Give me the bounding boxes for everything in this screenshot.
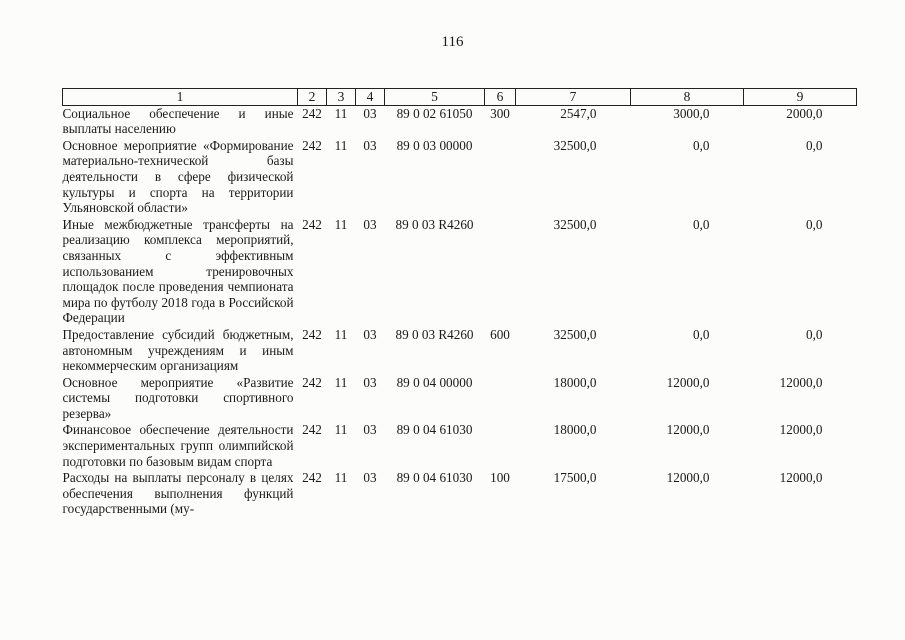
cell-col-7: 17500,0 bbox=[553, 470, 597, 486]
cell-col-4: 03 bbox=[363, 326, 377, 342]
cell-col-6: 100 bbox=[490, 470, 510, 486]
cell-col-9: 12000,0 bbox=[779, 470, 823, 486]
cell-col-7: 2547,0 bbox=[560, 105, 597, 121]
cell-col-8: 12000,0 bbox=[666, 470, 710, 486]
cell-col-7: 32500,0 bbox=[553, 216, 597, 232]
cell-col-3: 11 bbox=[334, 470, 348, 486]
header-col-5: 5 bbox=[385, 89, 485, 106]
header-col-1: 1 bbox=[63, 89, 298, 106]
table-row bbox=[63, 138, 857, 217]
budget-table bbox=[62, 88, 857, 518]
cell-col-6: 600 bbox=[490, 326, 510, 342]
cell-col-2: 242 bbox=[302, 137, 322, 153]
cell-col-2: 242 bbox=[302, 105, 322, 121]
header-col-4: 4 bbox=[356, 89, 385, 106]
cell-col-8: 12000,0 bbox=[666, 422, 710, 438]
table-row bbox=[63, 105, 857, 138]
cell-col-3: 11 bbox=[334, 326, 348, 342]
cell-col-7: 18000,0 bbox=[553, 422, 597, 438]
cell-col-6: 300 bbox=[490, 105, 510, 121]
row-name: Социальное обеспечение и иные выплаты населению bbox=[62, 105, 294, 137]
cell-col-7: 18000,0 bbox=[553, 374, 597, 390]
header-col-8: 8 bbox=[631, 89, 744, 106]
cell-col-5: 89 0 04 61030 bbox=[396, 470, 473, 486]
cell-col-2: 242 bbox=[302, 326, 322, 342]
header-col-3: 3 bbox=[327, 89, 356, 106]
cell-col-4: 03 bbox=[363, 374, 377, 390]
cell-col-6 bbox=[485, 138, 516, 217]
cell-col-4: 03 bbox=[363, 470, 377, 486]
cell-col-8: 3000,0 bbox=[673, 105, 710, 121]
cell-col-2: 242 bbox=[302, 422, 322, 438]
cell-col-5: 89 0 03 R4260 bbox=[395, 216, 474, 232]
cell-col-2: 242 bbox=[302, 470, 322, 486]
cell-col-3: 11 bbox=[334, 137, 348, 153]
cell-col-4: 03 bbox=[363, 137, 377, 153]
cell-col-8: 0,0 bbox=[693, 137, 710, 153]
cell-col-9: 0,0 bbox=[806, 216, 823, 232]
cell-col-6 bbox=[485, 375, 516, 423]
cell-col-8: 0,0 bbox=[693, 326, 710, 342]
header-col-9: 9 bbox=[744, 89, 857, 106]
cell-col-9: 2000,0 bbox=[786, 105, 823, 121]
cell-col-2: 242 bbox=[302, 216, 322, 232]
row-name: Финансовое обеспечение деятельности экспериментальных групп олимпийской подготовки по базовым видам спорта bbox=[62, 422, 294, 469]
page-number: 116 bbox=[441, 34, 464, 50]
cell-col-9: 0,0 bbox=[806, 326, 823, 342]
cell-col-9: 0,0 bbox=[806, 137, 823, 153]
cell-col-4: 03 bbox=[363, 105, 377, 121]
cell-col-6 bbox=[485, 422, 516, 470]
cell-col-5: 89 0 04 61030 bbox=[396, 422, 473, 438]
cell-col-3: 11 bbox=[334, 216, 348, 232]
table-row bbox=[63, 422, 857, 470]
cell-col-3: 11 bbox=[334, 374, 348, 390]
cell-col-7: 32500,0 bbox=[553, 137, 597, 153]
cell-col-4: 03 bbox=[363, 422, 377, 438]
cell-col-4: 03 bbox=[363, 216, 377, 232]
table-row bbox=[63, 470, 857, 518]
table-row bbox=[63, 327, 857, 375]
cell-col-8: 12000,0 bbox=[666, 374, 710, 390]
header-col-6: 6 bbox=[485, 89, 516, 106]
header-col-2: 2 bbox=[298, 89, 327, 106]
cell-col-2: 242 bbox=[302, 374, 322, 390]
cell-col-9: 12000,0 bbox=[779, 422, 823, 438]
row-name: Иные межбюджетные трансферты на реализацию комплекса мероприятий, связанных с эффективным использованием тренировочных площадок после проведения чемпионата мира по футболу 2018 года в Российской Федерации bbox=[62, 216, 294, 326]
cell-col-6 bbox=[485, 217, 516, 327]
cell-col-9: 12000,0 bbox=[779, 374, 823, 390]
cell-col-5: 89 0 02 61050 bbox=[396, 105, 473, 121]
row-name: Основное мероприятие «Развитие системы подготовки спортивного резерва» bbox=[62, 374, 294, 421]
table-row bbox=[63, 217, 857, 327]
cell-col-5: 89 0 04 00000 bbox=[396, 374, 473, 390]
row-name: Предоставление субсидий бюджетным, автономным учреждениям и иным некоммерческим организациям bbox=[62, 326, 294, 374]
cell-col-5: 89 0 03 R4260 bbox=[395, 326, 474, 342]
row-name: Расходы на выплаты персоналу в целях обеспечения выполнения функций государственными (му- bbox=[62, 470, 294, 517]
header-col-7: 7 bbox=[516, 89, 631, 106]
row-name: Основное мероприятие «Формирование материально-технической базы деятельности в сфере физической культуры и спорта на территории Ульяновской области» bbox=[62, 137, 294, 216]
header-row bbox=[63, 89, 857, 106]
table-row bbox=[63, 375, 857, 423]
cell-col-8: 0,0 bbox=[693, 216, 710, 232]
cell-col-3: 11 bbox=[334, 422, 348, 438]
cell-col-5: 89 0 03 00000 bbox=[396, 137, 473, 153]
cell-col-3: 11 bbox=[334, 105, 348, 121]
cell-col-7: 32500,0 bbox=[553, 326, 597, 342]
